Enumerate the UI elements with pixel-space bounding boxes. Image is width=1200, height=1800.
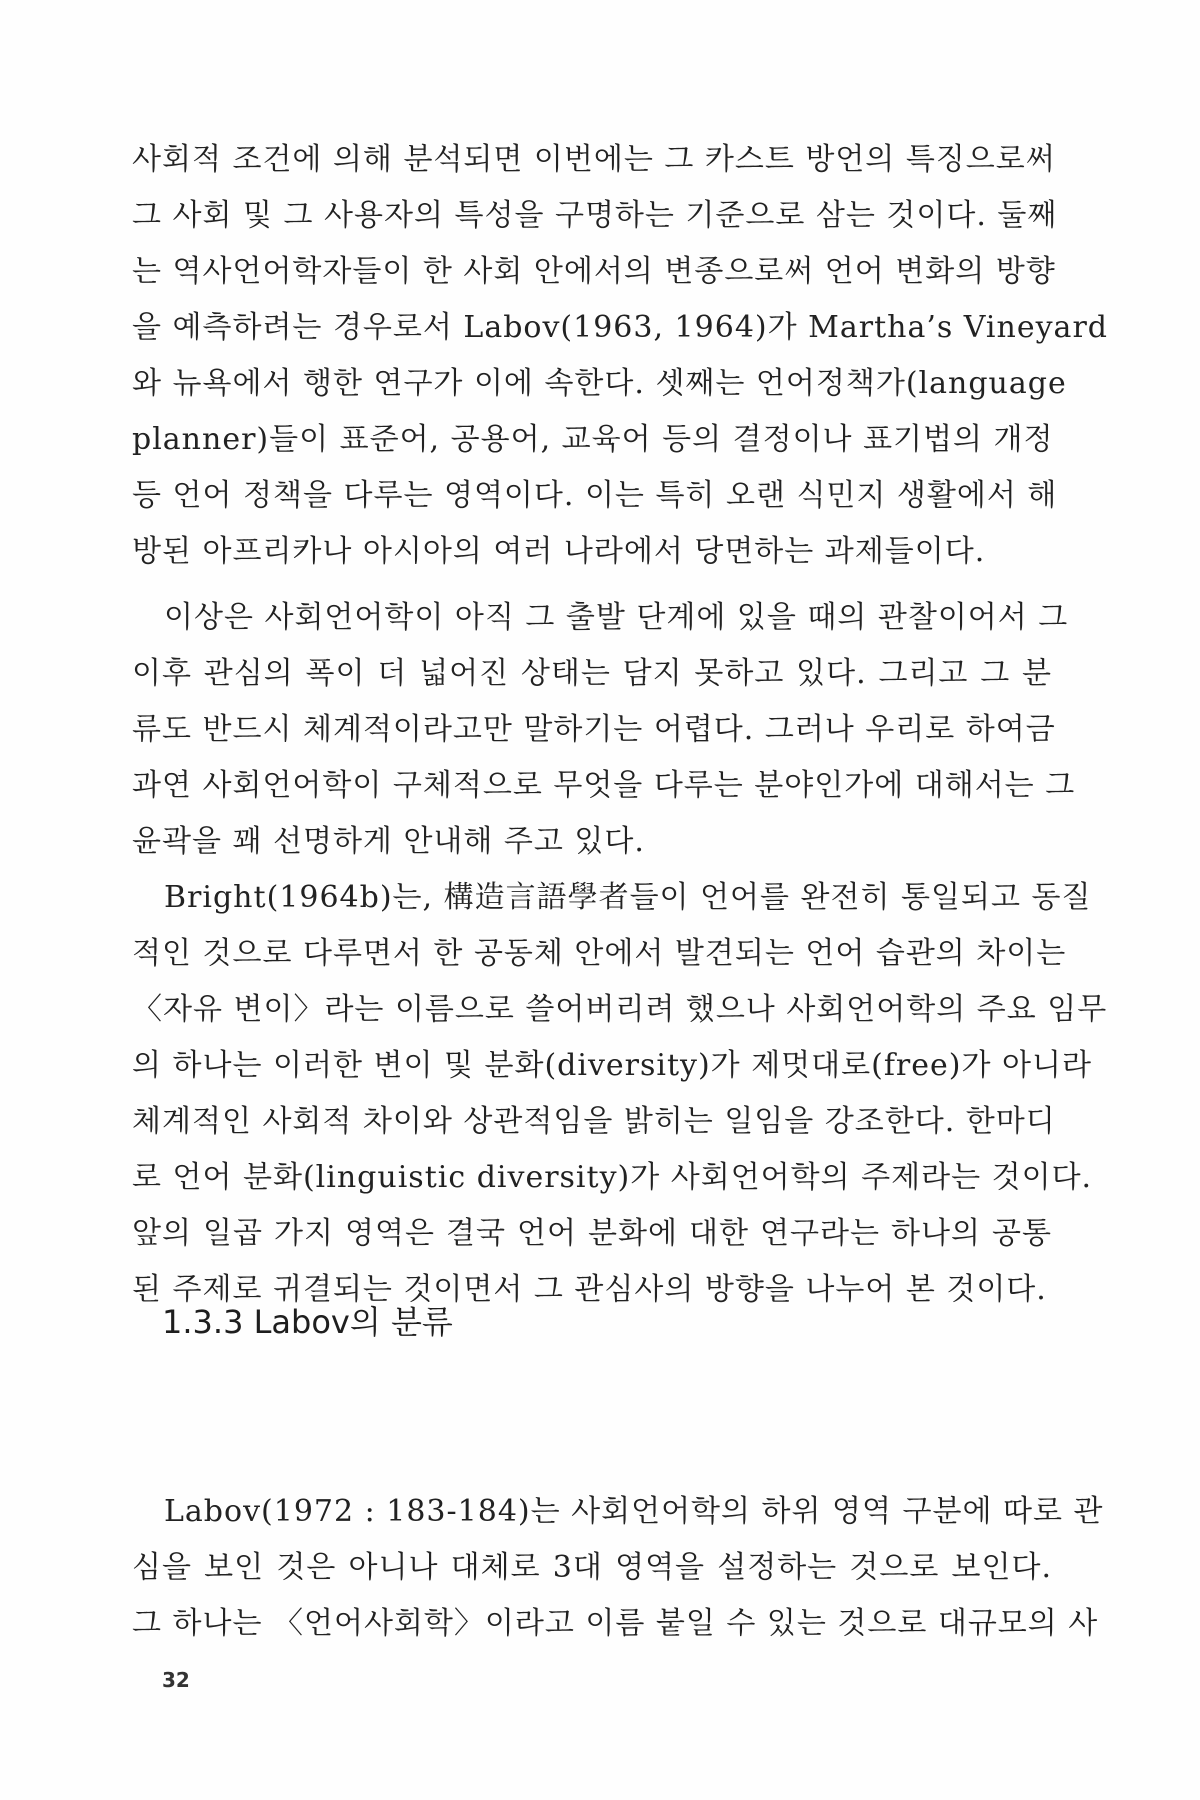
- text-line: Bright(1964b)는, 構造言語學者들이 언어를 완전히 통일되고 동질: [164, 880, 1092, 915]
- text-line: planner)들이 표준어, 공용어, 교육어 등의 결정이나 표기법의 개정: [132, 422, 1054, 457]
- text-line: Labov(1972 : 183-184)는 사회언어학의 하위 영역 구분에 따로 관: [164, 1494, 1104, 1529]
- text-line: 방된 아프리카나 아시아의 여러 나라에서 당면하는 과제들이다.: [132, 534, 986, 569]
- text-line: 된 주제로 귀결되는 것이면서 그 관심사의 방향을 나누어 본 것이다.: [132, 1272, 1047, 1307]
- text-line: 그 하나는 〈언어사회학〉이라고 이름 붙일 수 있는 것으로 대규모의 사: [132, 1606, 1099, 1641]
- text-line: 을 예측하려는 경우로서 Labov(1963, 1964)가 Martha’s Vineyard: [132, 310, 1108, 345]
- text-line: 심을 보인 것은 아니나 대체로 3대 영역을 설정하는 것으로 보인다.: [132, 1550, 1052, 1585]
- text-line: 이후 관심의 폭이 더 넓어진 상태는 담지 못하고 있다. 그리고 그 분: [132, 656, 1052, 691]
- text-line: 등 언어 정책을 다루는 영역이다. 이는 특히 오랜 식민지 생활에서 해: [132, 478, 1058, 513]
- text-line: 체계적인 사회적 차이와 상관적임을 밝히는 일임을 강조한다. 한마디: [132, 1104, 1056, 1139]
- text-line: 과연 사회언어학이 구체적으로 무엇을 다루는 분야인가에 대해서는 그: [132, 768, 1076, 803]
- text-line: 로 언어 분화(linguistic diversity)가 사회언어학의 주제라는 것이다.: [132, 1160, 1093, 1195]
- text-line: 윤곽을 꽤 선명하게 안내해 주고 있다.: [132, 824, 645, 859]
- section-heading: 1.3.3 Labov의 분류: [162, 1303, 453, 1341]
- paragraph-section: [132, 1484, 1104, 1652]
- text-line: 류도 반드시 체계적이라고만 말하기는 어렵다. 그러나 우리로 하여금: [132, 712, 1056, 747]
- text-line: 이상은 사회언어학이 아직 그 출발 단계에 있을 때의 관찰이어서 그: [164, 600, 1069, 635]
- text-line: 〈자유 변이〉라는 이름으로 쓸어버리려 했으나 사회언어학의 주요 임무: [132, 992, 1108, 1027]
- text-line: 와 뉴욕에서 행한 연구가 이에 속한다. 셋째는 언어정책가(language: [132, 366, 1067, 401]
- paragraph-group: [132, 590, 1108, 1318]
- page-number: 32: [162, 1668, 190, 1692]
- text-line: 는 역사언어학자들이 한 사회 안에서의 변종으로써 언어 변화의 방향: [132, 254, 1056, 289]
- text-line: 사회적 조건에 의해 분석되면 이번에는 그 카스트 방언의 특징으로써: [132, 142, 1056, 177]
- paragraph-continuation: [132, 132, 1108, 580]
- text-line: 앞의 일곱 가지 영역은 결국 언어 분화에 대한 연구라는 하나의 공통: [132, 1216, 1052, 1251]
- text-line: 적인 것으로 다루면서 한 공동체 안에서 발견되는 언어 습관의 차이는: [132, 936, 1067, 971]
- text-line: 의 하나는 이러한 변이 및 분화(diversity)가 제멋대로(free)가 아니라: [132, 1048, 1092, 1083]
- text-line: 그 사회 및 그 사용자의 특성을 구명하는 기준으로 삼는 것이다. 둘째: [132, 198, 1058, 233]
